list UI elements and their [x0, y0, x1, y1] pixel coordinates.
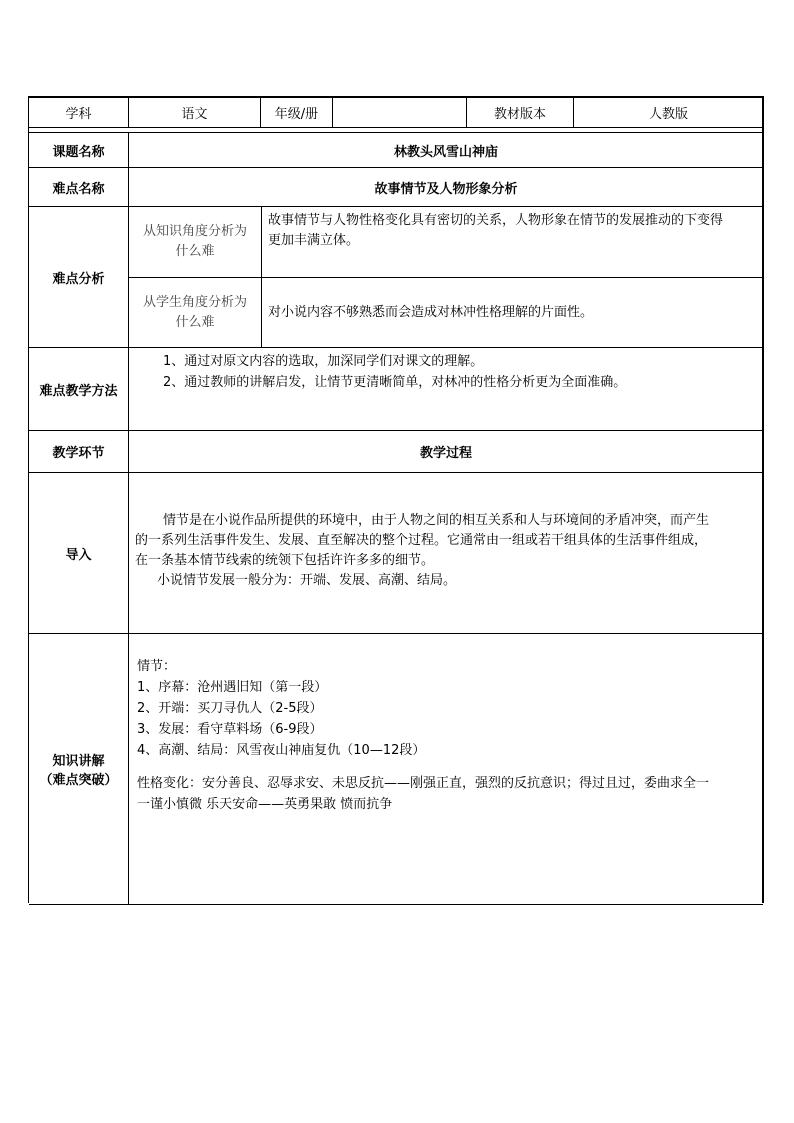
knowledge-label-cell	[29, 634, 129, 905]
student-angle-text-cell	[262, 278, 763, 348]
knowledge-label-line-2: （难点突破）	[39, 773, 118, 788]
analysis-label: 难点分析	[52, 271, 105, 287]
process-label-cell	[129, 431, 763, 473]
difficulty-label: 难点名称	[52, 181, 105, 197]
lesson-label-cell	[29, 132, 129, 168]
lesson-plan-table	[28, 96, 764, 903]
intro-line-2: 的一系列生活事件发生、发展、直至解决的整个过程。它通常由一组或若干组具体的生活事件组成，	[135, 533, 708, 548]
edition-label-cell	[467, 98, 574, 128]
knowledge-label-line-1: 知识讲解	[52, 754, 105, 769]
method-text-cell	[129, 348, 763, 431]
plot-item-1: 1、序幕：沧州遇旧知（第一段）	[137, 680, 328, 695]
edition-value-cell	[574, 98, 763, 128]
plot-item-2: 2、开端：买刀寻仇人（2-5段）	[137, 701, 323, 716]
subject-label: 学科	[65, 107, 92, 122]
method-label-cell	[29, 348, 129, 431]
grade-value-cell	[333, 98, 467, 128]
subject-value: 语文	[181, 107, 208, 122]
intro-label: 导入	[65, 547, 92, 563]
intro-line-1: 情节是在小说作品所提供的环境中，由于人物之间的相互关系和人与环境间的矛盾冲突，而产生	[163, 513, 710, 528]
plot-item-4: 4、高潮、结局：风雪夜山神庙复仇（10—12段）	[137, 743, 426, 758]
knowledge-angle-label-cell	[129, 207, 262, 278]
method-item-1: 1、通过对原文内容的选取，加深同学们对课文的理解。	[163, 354, 484, 369]
knowledge-angle-line-1: 故事情节与人物性格变化具有密切的关系，人物形象在情节的发展推动的下变得	[268, 213, 724, 228]
plot-title: 情节：	[137, 659, 177, 674]
lesson-title: 林教头风雪山神庙	[393, 144, 498, 160]
plot-item-3: 3、发展：看守草料场（6-9段）	[137, 722, 323, 737]
edition-value: 人教版	[648, 107, 688, 122]
step-label-cell	[29, 431, 129, 473]
step-label: 教学环节	[52, 446, 105, 461]
difficulty-value-cell	[129, 168, 763, 207]
difficulty-label-cell	[29, 168, 129, 207]
intro-line-4: 小说情节发展一般分为：开端、发展、高潮、结局。	[157, 573, 457, 588]
subject-value-cell	[129, 98, 261, 128]
edition-label: 教材版本	[493, 107, 546, 122]
subject-label-cell	[29, 98, 129, 128]
character-line-2: 一谨小慎微 乐天安命——英勇果敢 愤而抗争	[137, 797, 393, 812]
difficulty-name: 故事情节及人物形象分析	[374, 181, 518, 197]
analysis-label-cell	[29, 207, 129, 348]
intro-line-3: 在一条基本情节线索的统领下包括许许多多的细节。	[135, 553, 435, 568]
lesson-label: 课题名称	[52, 144, 105, 160]
grade-label: 年级/册	[274, 107, 319, 122]
student-angle-text: 对小说内容不够熟悉而会造成对林冲性格理解的片面性。	[268, 304, 594, 320]
intro-label-cell	[29, 473, 129, 634]
student-angle-label-cell	[129, 278, 262, 348]
knowledge-angle-text-cell	[262, 207, 763, 278]
method-label: 难点教学方法	[39, 383, 118, 399]
intro-text-cell	[129, 473, 763, 634]
process-label: 教学过程	[419, 446, 472, 461]
character-line-1: 性格变化：安分善良、忍辱求安、未思反抗——刚强正直，强烈的反抗意识；得过且过，委曲求全一	[137, 776, 710, 791]
grade-label-cell	[261, 98, 333, 128]
student-angle-label: 从学生角度分析为什么难	[142, 294, 247, 330]
knowledge-angle-label: 从知识角度分析为什么难	[142, 224, 247, 259]
knowledge-text-cell	[129, 634, 763, 905]
knowledge-angle-line-2: 更加丰满立体。	[268, 233, 360, 248]
method-item-2: 2、通过教师的讲解启发，让情节更清晰简单，对林冲的性格分析更为全面准确。	[163, 375, 627, 390]
lesson-value-cell	[129, 132, 763, 168]
